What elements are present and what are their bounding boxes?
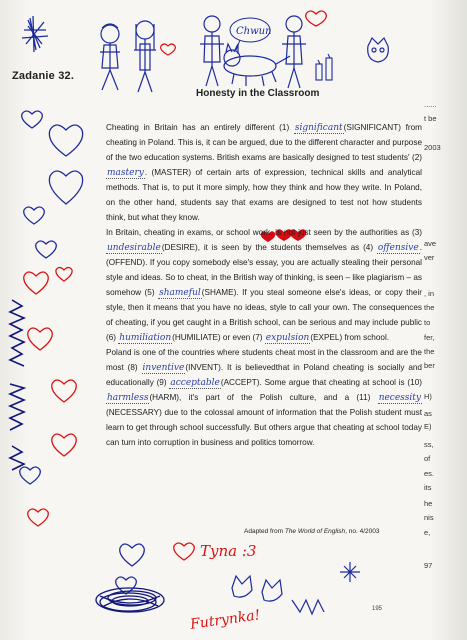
margin-fragment: t be <box>424 114 437 123</box>
page-number: 195 <box>372 606 383 612</box>
paragraph-2: In Britain, cheating in exams, or school work, is not just seen by the authorities as (3) undesirable(DESIRE), it is seen by the students themselves as (4) offensive. (OFFEND). If you copy somebody else's essay, you are actually stealing their personal style and ideas. So to cheat, in the British way of thinking, is seen – like plagiarism – as somehow (5) shameful(SHAME). If you steal someone else's ideas, or copy their style, then it means that you have no ideas, style to call your own. The consequences of cheating, if you get caught in a British school, can be serious and may include public (6) humiliation(HUMILIATE) or even (7) expulsion(EXPEL) from school. <box>106 228 422 343</box>
handwritten-tyna: Tyna :3 <box>200 542 257 560</box>
bottom-scribble-ball-doodle <box>96 588 164 612</box>
red-heart-top-right-icon <box>306 11 327 26</box>
margin-fragment: as <box>424 409 432 418</box>
margin-fragment: es. <box>424 469 435 478</box>
scribble-star-doodle <box>22 16 48 52</box>
margin-fragment: 97 <box>424 561 433 570</box>
margin-fragment: nis <box>424 513 434 522</box>
margin-fragment: fer, <box>424 333 435 342</box>
margin-fragment: the <box>424 347 435 356</box>
source-citation: Adapted from The World of English, no. 4/2003 <box>244 528 380 535</box>
margin-fragment: 2003 <box>424 143 441 152</box>
gap-7-answer: expulsion <box>265 333 310 343</box>
margin-fragment: he <box>424 499 433 508</box>
left-margin-hearts-icon <box>20 111 83 484</box>
handwritten-futrynka: Futrynka! <box>189 607 262 633</box>
gap-4-answer: offensive <box>377 243 419 253</box>
margin-fragment: , in <box>424 289 435 298</box>
margin-fragment: its <box>424 483 432 492</box>
margin-fragment: the <box>424 303 435 312</box>
gap-11-answer: necessity <box>378 393 421 403</box>
gap-5-answer: shameful <box>159 288 201 298</box>
margin-fragment: ...... <box>424 100 437 109</box>
stick-figure-4-doodle <box>282 16 306 88</box>
margin-fragment: to <box>424 318 431 327</box>
paragraph-3: Poland is one of the countries where students cheat most in the classroom and are the most (8) inventive(INVENT). It is believedthat in Poland cheating is socially and educationally (9) acceptable(ACCEPT). Some argue that cheating at school is (10) harmless(HARM), it's part of the Polish culture, and a (11) necessity(NECESSARY) due to the colossal amount of information that the Polish student must learn to get through school successfully. But others argue that cheating at school today can turn into corruption in business and politics tomorrow. <box>106 348 422 447</box>
gap-2-answer: mastery <box>107 168 144 178</box>
owl-doodle <box>368 38 389 62</box>
bottles-doodle <box>316 54 332 80</box>
gap-3-answer: undesirable <box>107 243 161 253</box>
margin-fragment: ver <box>424 253 435 262</box>
cat-doodle <box>224 44 290 86</box>
article-title: Honesty in the Classroom <box>196 88 320 99</box>
bottom-red-heart-icon <box>174 543 195 560</box>
gap-10-answer: harmless <box>107 393 149 403</box>
gap-1-answer: significant <box>294 123 343 133</box>
margin-fragment: e, <box>424 528 431 537</box>
margin-fragment: E) <box>424 422 432 431</box>
bottom-hearts-icon <box>116 544 145 594</box>
left-margin-red-hearts-icon <box>24 268 77 527</box>
gap-6-answer: humiliation <box>119 333 172 343</box>
margin-fragment: ave <box>424 239 437 248</box>
task-label: Zadanie 32. <box>12 70 75 82</box>
margin-fragment: ss, <box>424 440 434 449</box>
gap-8-answer: inventive <box>142 363 185 373</box>
margin-fragment: ber <box>424 361 435 370</box>
article-body <box>106 120 422 450</box>
stick-figure-1-doodle <box>100 24 120 90</box>
gap-9-answer: acceptable <box>170 378 220 388</box>
paragraph-1: Cheating in Britain has an entirely different (1) significant(SIGNIFICANT) from cheating in Poland. This is, it can be argued, due to the different character and purpose of the two education systems. British exams are basically designed to test students' (2) mastery. (MASTER) of certain arts of expression, technical skills and analytical methods. That is, to put it more simply, how they think and how they write. In Poland, on the other hand, students say that exams are designed to test not how students think, but what they know. <box>106 123 422 222</box>
bottom-star-doodle <box>340 562 360 582</box>
stick-figure-2-doodle <box>134 21 156 92</box>
margin-fragment: H) <box>424 392 432 401</box>
margin-fragment: of <box>424 454 431 463</box>
speech-bubble-text: Chwun <box>236 26 272 37</box>
red-heart-top-icon <box>161 44 176 55</box>
left-margin-scribble-doodle <box>10 300 24 470</box>
stick-figure-3-doodle <box>200 16 224 86</box>
